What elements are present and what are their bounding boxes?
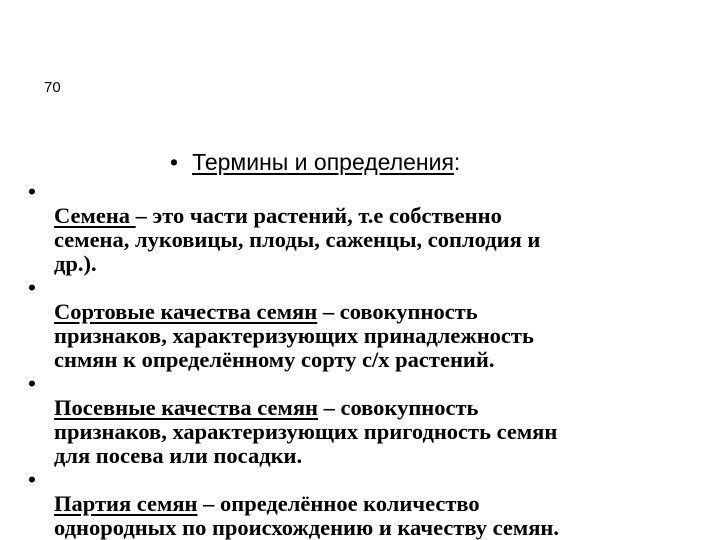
slide-number: 70 (44, 79, 61, 96)
definition-seeds: – это части растений, т.е собственно семена, луковицы, плоды, саженцы, соплодия и др.). (54, 203, 541, 276)
term-seed-lot: Партия семян (54, 491, 198, 516)
bullet-dot: • (28, 179, 36, 204)
definition-seed-lot: – определённое количество однородных по происхождению и качеству семян. (54, 491, 559, 540)
heading-bullet: • (170, 149, 179, 175)
term-varietal-qualities: Сортовые качества семян (54, 299, 318, 324)
term-sowing-qualities: Посевные качества семян (54, 395, 318, 420)
term-seeds: Семена (54, 203, 136, 228)
bullet-dot: • (28, 275, 36, 300)
list-item (28, 468, 708, 540)
heading-colon: : (453, 149, 461, 175)
definition-sowing-qualities: – совокупность признаков, характеризующих пригодность семян для посева или посадки. (54, 395, 558, 468)
heading-title: Термины и определения (192, 149, 454, 175)
list-item (28, 180, 708, 276)
list-item (28, 372, 708, 468)
bullet-dot: • (28, 371, 36, 396)
bullet-dot: • (28, 467, 36, 492)
definition-varietal-qualities: – совокупность признаков, характеризующих принадлежность снмян к определённому сорту с/х растений. (54, 299, 534, 372)
definitions-list (28, 180, 708, 540)
slide-heading (170, 149, 460, 176)
list-item (28, 276, 708, 372)
